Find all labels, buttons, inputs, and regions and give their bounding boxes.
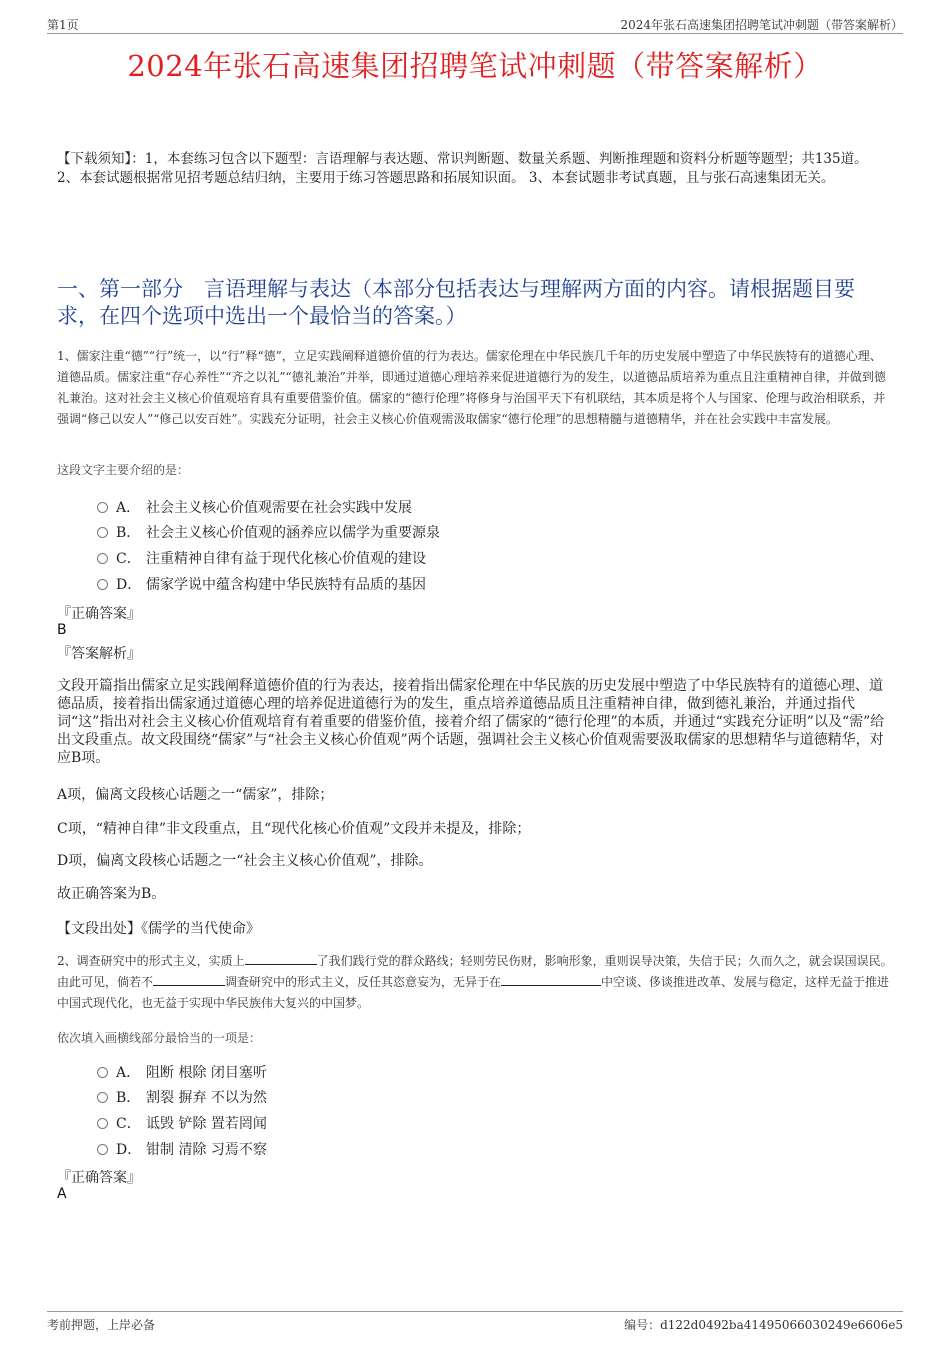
question-1-analysis-label: 『答案解析』	[57, 646, 141, 662]
download-notice: 【下载须知】：1，本套练习包含以下题型：言语理解与表达题、常识判断题、数量关系题、判断推理题和资料分析题等题型；共135道。 2、本套试题根据常见招考题总结归纳，主要用于练习答题思路和拓展知识面。 3、本套试题非考试真题，且与张石高速集团无关。	[57, 151, 868, 186]
radio-icon[interactable]	[97, 579, 108, 590]
question-1-option-d[interactable]	[97, 574, 426, 594]
option-letter: B．	[116, 525, 141, 541]
question-2-prompt: 依次填入画横线部分最恰当的一项是：	[57, 1031, 262, 1045]
footer-serial: 编号：d122d0492ba41495066030249e6606e5	[624, 1318, 903, 1332]
question-1-option-c-note: C项，“精神自律”非文段重点，且“现代化核心价值观”文段并未提及，排除；	[57, 821, 531, 837]
section-heading: 一、第一部分 言语理解与表达（本部分包括表达与理解两方面的内容。请根据题目要求，在四个选项中选出一个最恰当的答案。）	[57, 277, 855, 328]
fill-blank	[153, 975, 225, 986]
question-2-text-part: 了我们践行党的群众路线；轻则劳民伤财，影响形象，重则误导决策，失信于民；久而久之，就会误国误民。由此可见，倘若不	[57, 954, 893, 989]
header-doc-title: 2024年张石高速集团招聘笔试冲刺题（带答案解析）	[620, 18, 903, 32]
question-1-option-c[interactable]	[97, 548, 426, 568]
option-text: 儒家学说中蕴含构建中华民族特有品质的基因	[146, 577, 426, 593]
question-1-option-b[interactable]	[97, 522, 440, 542]
question-1-option-a[interactable]	[97, 497, 412, 517]
radio-icon[interactable]	[97, 1092, 108, 1103]
option-letter: C．	[116, 1116, 141, 1132]
radio-icon[interactable]	[97, 502, 108, 513]
question-2-option-d[interactable]	[97, 1139, 267, 1159]
radio-icon[interactable]	[97, 527, 108, 538]
option-letter: A．	[116, 1065, 141, 1081]
fill-blank	[501, 975, 601, 986]
question-2-answer: A	[57, 1186, 67, 1202]
question-2-text-part: 中空谈、侈谈推进改革、发展与稳定，这样无益于推进中国式现代化，也无益于实现中华民族伟大复兴的中国梦。	[57, 975, 890, 1010]
radio-icon[interactable]	[97, 1067, 108, 1078]
option-text: 社会主义核心价值观需要在社会实践中发展	[146, 500, 412, 516]
question-1-option-a-note: A项，偏离文段核心话题之一“儒家”，排除；	[57, 787, 334, 803]
footer-slogan: 考前押题，上岸必备	[47, 1318, 156, 1332]
option-letter: B．	[116, 1090, 141, 1106]
question-2-text-part: 2、调查研究中的形式主义，实质上	[57, 954, 245, 968]
question-2-option-b[interactable]	[97, 1087, 267, 1107]
question-1-analysis: 文段开篇指出儒家立足实践阐释道德价值的行为表达，接着指出儒家伦理在中华民族的历史发展中塑造了中华民族特有的道德心理、道德品质，接着指出儒家通过道德心理的培养促进道德行为的发生，重点培养道德品质且注重精神自律，做到德礼兼治，并通过指代词“这”指出对社会主义核心价值观培育有着重要的借鉴价值，接着介绍了儒家的“德行伦理”的本质，并通过“实践充分证明”以及“需”给出文段重点。故文段围绕“儒家”与“社会主义核心价值观”两个话题，强调社会主义核心价值观需要汲取儒家的思想精华与道德精华，对应B项。	[57, 678, 885, 766]
radio-icon[interactable]	[97, 553, 108, 564]
page-header	[47, 14, 903, 34]
option-text: 钳制 清除 习焉不察	[146, 1142, 267, 1158]
question-1-source: 【文段出处】《儒学的当代使命》	[57, 921, 260, 937]
question-2-option-a[interactable]	[97, 1062, 267, 1082]
radio-icon[interactable]	[97, 1118, 108, 1129]
radio-icon[interactable]	[97, 1144, 108, 1155]
option-letter: A．	[116, 500, 141, 516]
question-1-option-d-note: D项，偏离文段核心话题之一“社会主义核心价值观”，排除。	[57, 853, 433, 869]
option-text: 割裂 摒弃 不以为然	[146, 1090, 267, 1106]
option-letter: D．	[116, 577, 142, 593]
question-1-answer-label: 『正确答案』	[57, 606, 141, 622]
question-1-answer: B	[57, 622, 67, 638]
document-title: 2024年张石高速集团招聘笔试冲刺题（带答案解析）	[127, 49, 823, 83]
question-2-option-c[interactable]	[97, 1113, 267, 1133]
question-2-answer-label: 『正确答案』	[57, 1170, 141, 1186]
question-2-text	[57, 951, 893, 1014]
page-footer	[47, 1311, 903, 1332]
option-text: 社会主义核心价值观的涵养应以儒学为重要源泉	[146, 525, 440, 541]
question-2-text-part: 调查研究中的形式主义，反任其恣意妄为，无异于在	[225, 975, 502, 989]
option-letter: D．	[116, 1142, 142, 1158]
question-1-conclusion: 故正确答案为B。	[57, 886, 166, 902]
option-letter: C．	[116, 551, 141, 567]
fill-blank	[245, 954, 317, 965]
option-text: 阻断 根除 闭目塞听	[146, 1065, 267, 1081]
option-text: 注重精神自律有益于现代化核心价值观的建设	[146, 551, 426, 567]
question-1-prompt: 这段文字主要介绍的是：	[57, 463, 190, 477]
option-text: 诋毁 铲除 置若罔闻	[146, 1116, 267, 1132]
question-1-text: 1、儒家注重“德”“行”统一，以“行”释“德”，立足实践阐释道德价值的行为表达。儒家伦理在中华民族几千年的历史发展中塑造了中华民族特有的道德心理、道德品质。儒家注重“存心养性”“齐之以礼”“德礼兼治”并举，即通过道德心理培养来促进道德行为的发生，以道德品质培养为重点且注重精神自律，并做到德礼兼治。这对社会主义核心价值观培育具有重要借鉴价值。儒家的“德行伦理”将修身与治国平天下有机联结，其本质是将个人与国家、伦理与政治相联系，并强调“修己以安人”“修己以安百姓”。实践充分证明，社会主义核心价值观需汲取儒家“德行伦理”的思想精髓与道德精华，并在社会实践中丰富发展。	[57, 349, 886, 426]
page-number: 第1页	[47, 18, 79, 32]
